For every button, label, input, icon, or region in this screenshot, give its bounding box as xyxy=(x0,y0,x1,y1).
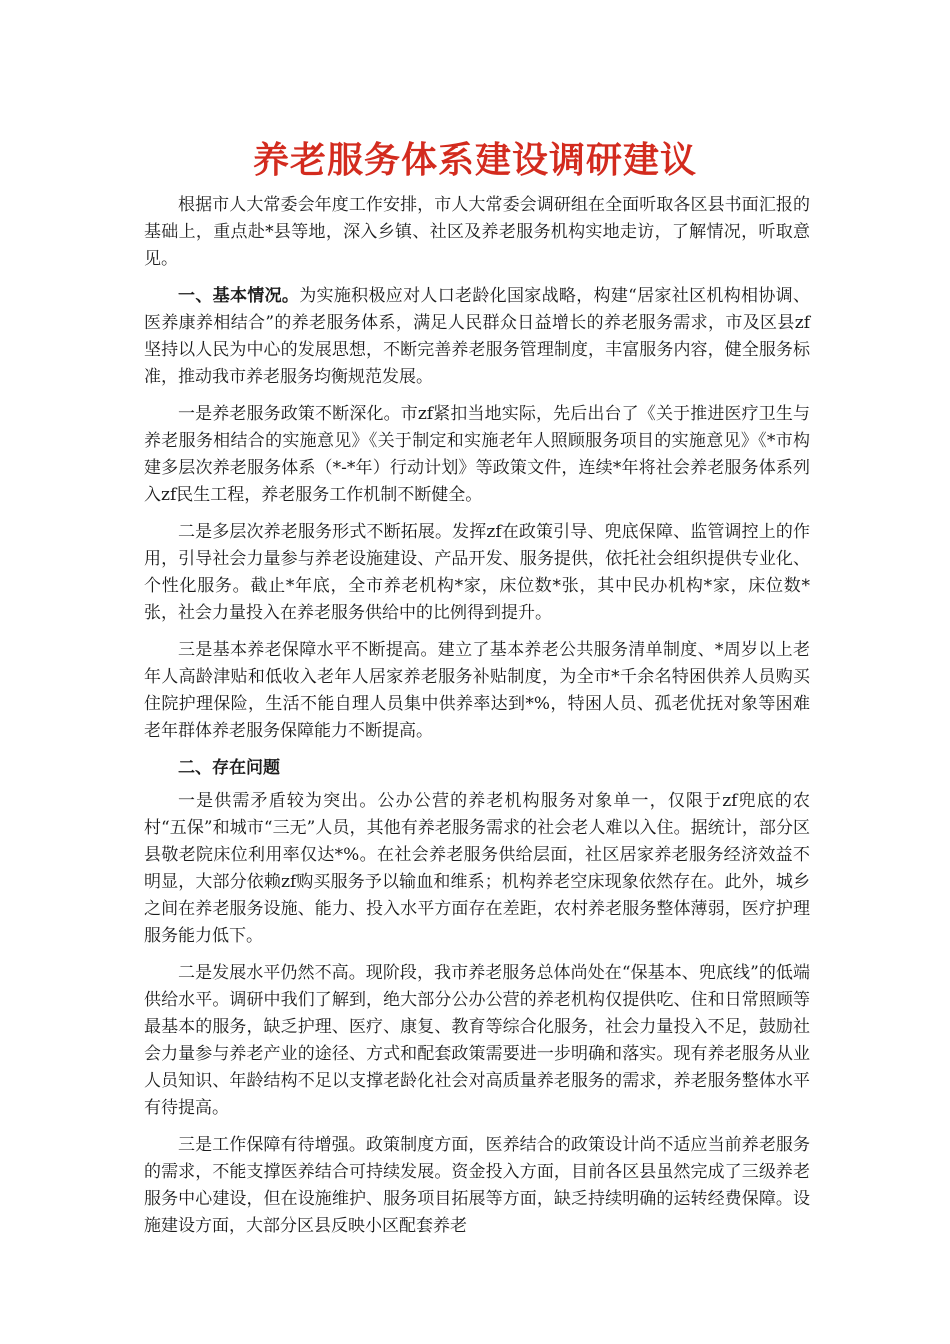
document-title: 养老服务体系建设调研建议 xyxy=(252,139,697,181)
section1-text: 为实施积极应对人口老龄化国家战略，构建“居家社区机构相协调、医养康养相结合”的养老服务体系，满足人民群众日益增长的养老服务需求，市及区县zf坚持以人民为中心的发展思想，不断完善养老服务管理制度，丰富服务内容，健全服务标准，推动我市养老服务均衡规范发展。 xyxy=(144,286,810,387)
section1-point-3: 三是基本养老保障水平不断提高。建立了基本养老公共服务清单制度、*周岁以上老年人高龄津贴和低收入老年人居家养老服务补贴制度，为全市*千余名特困供养人员购买住院护理保险，生活不能自理人员集中供养率达到*%，特困人员、孤老优抚对象等困难老年群体养老服务保障能力不断提高。 xyxy=(144,640,810,741)
document-body xyxy=(144,192,810,1250)
section2-heading-paragraph xyxy=(144,755,810,782)
section2-heading: 二、存在问题 xyxy=(178,758,280,778)
section2-point-1: 一是供需矛盾较为突出。公办公营的养老机构服务对象单一，仅限于zf兜底的农村“五保”和城市“三无”人员，其他有养老服务需求的社会老人难以入住。据统计，部分区县敬老院床位利用率仅达*%。在社会养老服务供给层面，社区居家养老服务经济效益不明显，大部分依赖zf购买服务予以输血和维系；机构养老空床现象依然存在。此外，城乡之间在养老服务设施、能力、投入水平方面存在差距，农村养老服务整体薄弱，医疗护理服务能力低下。 xyxy=(144,791,810,946)
section1-heading: 一、基本情况。 xyxy=(178,286,300,306)
section1-paragraph xyxy=(144,283,810,391)
intro-paragraph: 根据市人大常委会年度工作安排，市人大常委会调研组在全面听取各区县书面汇报的基础上，重点赴*县等地，深入乡镇、社区及养老服务机构实地走访，了解情况，听取意见。 xyxy=(144,195,810,269)
section1-point-2: 二是多层次养老服务形式不断拓展。发挥zf在政策引导、兜底保障、监管调控上的作用，引导社会力量参与养老设施建设、产品开发、服务提供，依托社会组织提供专业化、个性化服务。截止*年底，全市养老机构*家，床位数*张，其中民办机构*家，床位数*张，社会力量投入在养老服务供给中的比例得到提升。 xyxy=(144,522,810,623)
section2-point-3: 三是工作保障有待增强。政策制度方面，医养结合的政策设计尚不适应当前养老服务的需求，不能支撑医养结合可持续发展。资金投入方面，目前各区县虽然完成了三级养老服务中心建设，但在设施维护、服务项目拓展等方面，缺乏持续明确的运转经费保障。设施建设方面，大部分区县反映小区配套养老 xyxy=(144,1135,810,1236)
section1-point-1: 一是养老服务政策不断深化。市zf紧扣当地实际，先后出台了《关于推进医疗卫生与养老服务相结合的实施意见》《关于制定和实施老年人照顾服务项目的实施意见》《*市构建多层次养老服务体系（*-*年）行动计划》等政策文件，连续*年将社会养老服务体系列入zf民生工程，养老服务工作机制不断健全。 xyxy=(144,404,810,505)
section2-point-2: 二是发展水平仍然不高。现阶段，我市养老服务总体尚处在“保基本、兜底线”的低端供给水平。调研中我们了解到，绝大部分公办公营的养老机构仅提供吃、住和日常照顾等最基本的服务，缺乏护理、医疗、康复、教育等综合化服务，社会力量投入不足，鼓励社会力量参与养老产业的途径、方式和配套政策需要进一步明确和落实。现有养老服务从业人员知识、年龄结构不足以支撑老龄化社会对高质量养老服务的需求，养老服务整体水平有待提高。 xyxy=(144,963,810,1118)
